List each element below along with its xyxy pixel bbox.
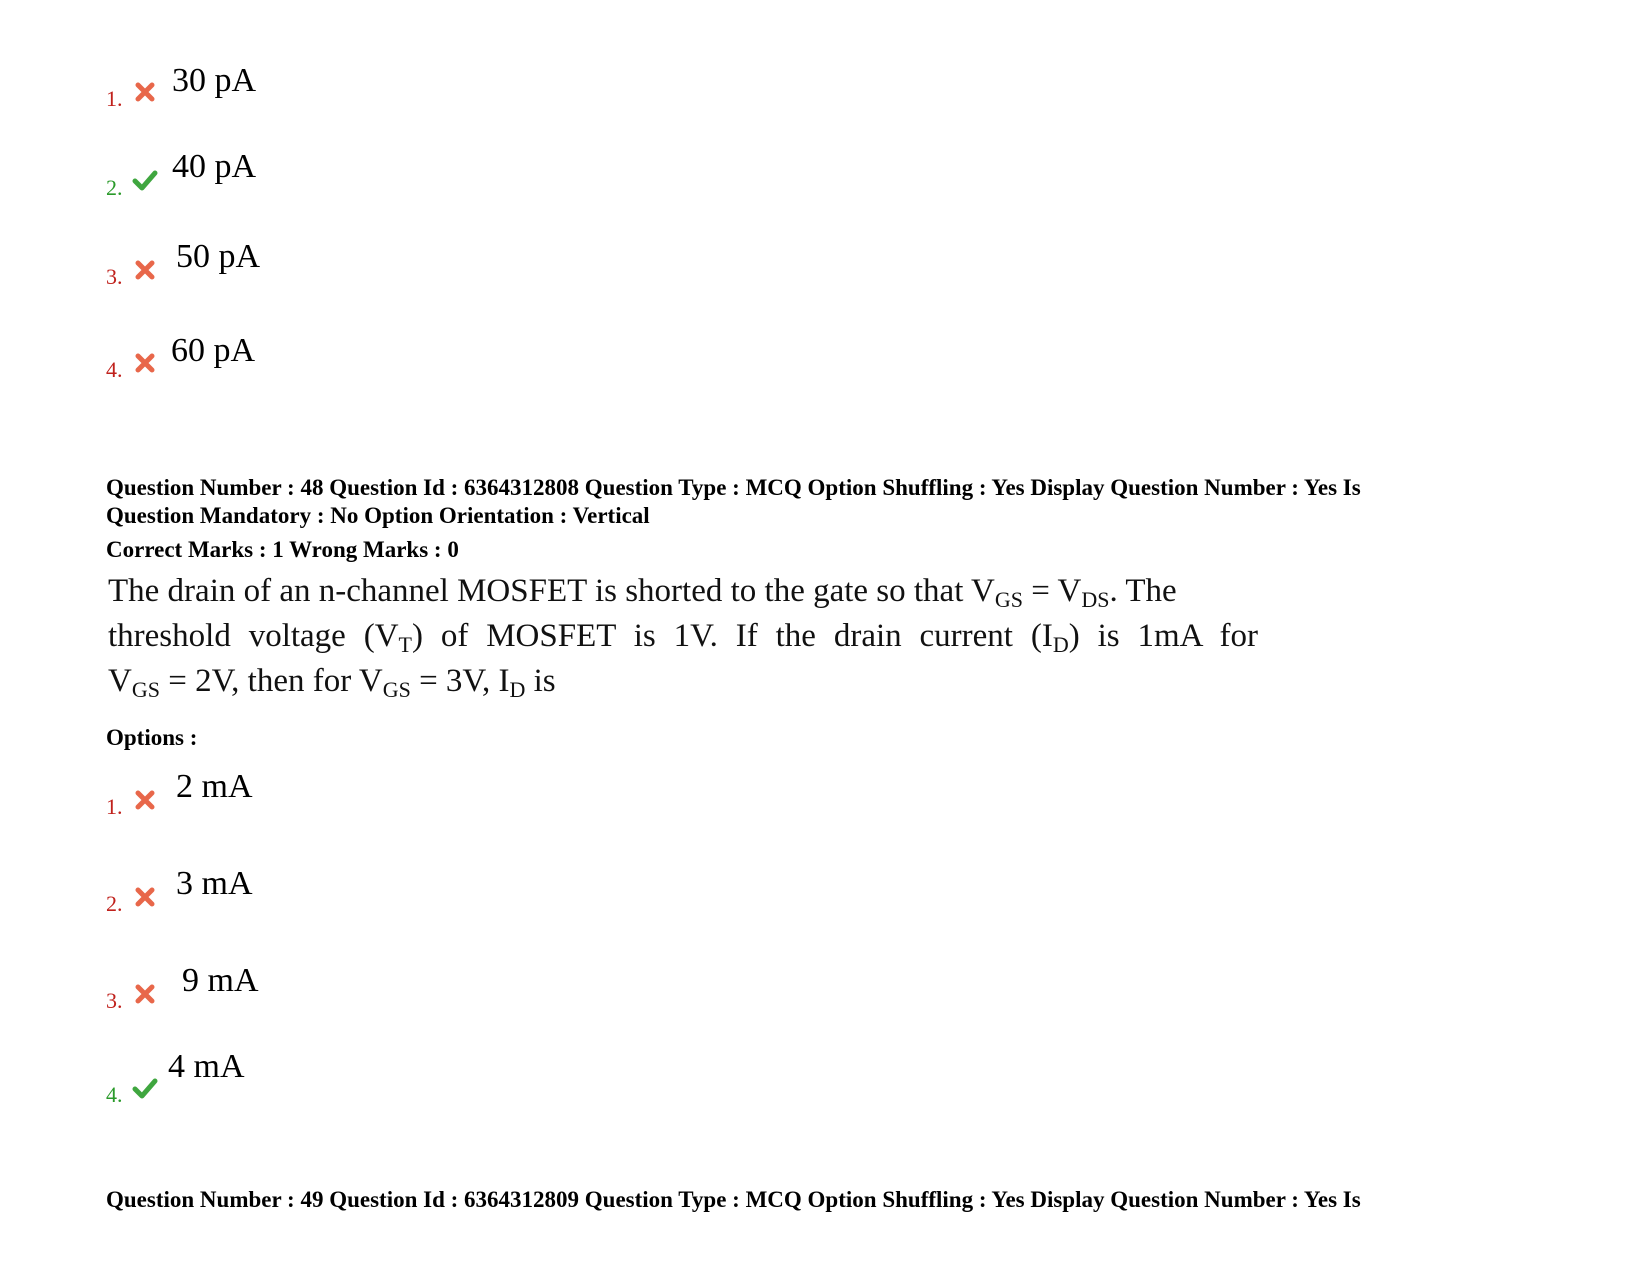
option-number: 1.	[106, 794, 123, 819]
check-icon	[132, 168, 158, 192]
option-item	[0, 333, 600, 393]
question-line: The drain of an n-channel MOSFET is shorted to the gate so that $V_{GS} = V_{DS}$. The	[108, 573, 1177, 612]
cross-icon	[132, 788, 158, 812]
option-item	[0, 1048, 600, 1108]
question-marks: Correct Marks : 1 Wrong Marks : 0	[106, 537, 459, 562]
option-item	[0, 240, 600, 300]
cross-icon	[132, 351, 158, 375]
option-item	[0, 148, 600, 208]
option-number: 2.	[106, 175, 123, 200]
option-value: 4 mA	[168, 1048, 245, 1085]
option-number: 2.	[106, 891, 123, 916]
cross-icon	[132, 885, 158, 909]
question-meta-line: Question Number : 48 Question Id : 6364312808 Question Type : MCQ Option Shuffling : Yes Display Question Number : Yes Is	[106, 475, 1361, 500]
option-value: 30 pA	[172, 62, 257, 99]
option-number: 4.	[106, 357, 123, 382]
question-meta-line: Question Number : 49 Question Id : 6364312809 Question Type : MCQ Option Shuffling : Yes Display Question Number : Yes Is	[106, 1187, 1361, 1212]
option-number: 1.	[106, 86, 123, 111]
question-text	[108, 569, 1258, 704]
check-icon	[132, 1076, 158, 1100]
options-label: Options :	[106, 725, 198, 750]
option-number: 3.	[106, 264, 123, 289]
option-number: 3.	[106, 988, 123, 1013]
question-line: threshold voltage $(V_T)$ of MOSFET is 1V. If the drain current $(I_D)$ is 1mA for	[108, 618, 1258, 657]
question-line: $V_{GS} = 2V$, then for $V_{GS} = 3V$, $I_D$ is	[108, 663, 556, 702]
option-item	[0, 962, 600, 1022]
question-meta-line: Question Mandatory : No Option Orientation : Vertical	[106, 503, 650, 528]
cross-icon	[132, 80, 158, 104]
option-value: 40 pA	[172, 148, 257, 185]
option-value: 9 mA	[182, 962, 259, 999]
option-value: 3 mA	[176, 865, 253, 902]
option-value: 60 pA	[171, 332, 256, 369]
question-meta	[106, 474, 1526, 530]
option-value: 50 pA	[176, 238, 261, 275]
option-item	[0, 62, 600, 122]
option-number: 4.	[106, 1082, 123, 1107]
option-item	[0, 768, 600, 828]
cross-icon	[132, 982, 158, 1006]
cross-icon	[132, 258, 158, 282]
question-meta	[106, 1186, 1526, 1214]
option-value: 2 mA	[176, 768, 253, 805]
option-item	[0, 865, 600, 925]
